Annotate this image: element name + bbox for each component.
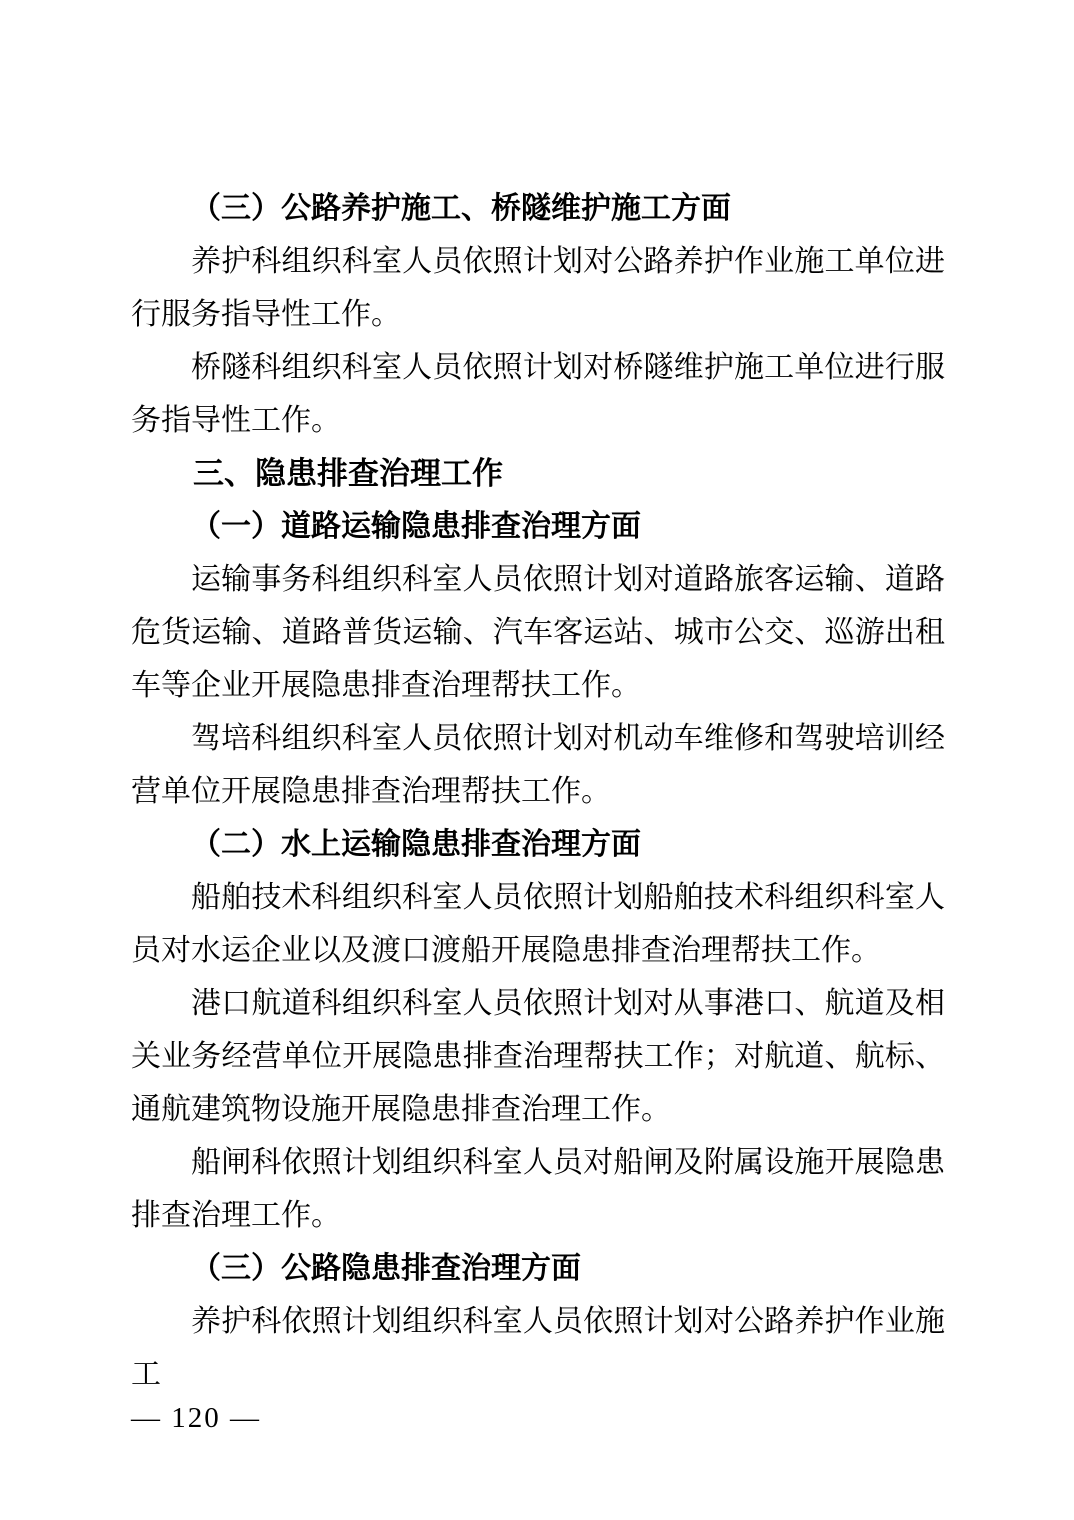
- chapter-heading-hidden-danger: 三、隐患排查治理工作: [193, 456, 503, 491]
- paragraph: 运输事务科组织科室人员依照计划对道路旅客运输、道路危货运输、道路普货运输、汽车客运站、城市公交、巡游出租车等企业开展隐患排查治理帮扶工作。: [131, 563, 945, 702]
- paragraph: 港口航道科组织科室人员依照计划对从事港口、航道及相关业务经营单位开展隐患排查治理帮扶工作；对航道、航标、通航建筑物设施开展隐患排查治理工作。: [131, 987, 945, 1126]
- document-body: [131, 182, 945, 1401]
- section-heading-road-transport: （一）道路运输隐患排查治理方面: [191, 510, 641, 543]
- section-heading-road-maintenance: （三）公路养护施工、桥隧维护施工方面: [191, 192, 731, 225]
- paragraph: 桥隧科组织科室人员依照计划对桥隧维护施工单位进行服务指导性工作。: [131, 351, 945, 437]
- paragraph: 驾培科组织科室人员依照计划对机动车维修和驾驶培训经营单位开展隐患排查治理帮扶工作。: [131, 722, 945, 808]
- section-heading-highway: （三）公路隐患排查治理方面: [191, 1252, 581, 1285]
- page-number: — 120 —: [131, 1402, 261, 1434]
- section-heading-water-transport: （二）水上运输隐患排查治理方面: [191, 828, 641, 861]
- paragraph: 养护科组织科室人员依照计划对公路养护作业施工单位进行服务指导性工作。: [131, 245, 945, 331]
- paragraph: 养护科依照计划组织科室人员依照计划对公路养护作业施工: [131, 1305, 945, 1391]
- paragraph: 船闸科依照计划组织科室人员对船闸及附属设施开展隐患排查治理工作。: [131, 1146, 945, 1232]
- paragraph: 船舶技术科组织科室人员依照计划船舶技术科组织科室人员对水运企业以及渡口渡船开展隐患排查治理帮扶工作。: [131, 881, 945, 967]
